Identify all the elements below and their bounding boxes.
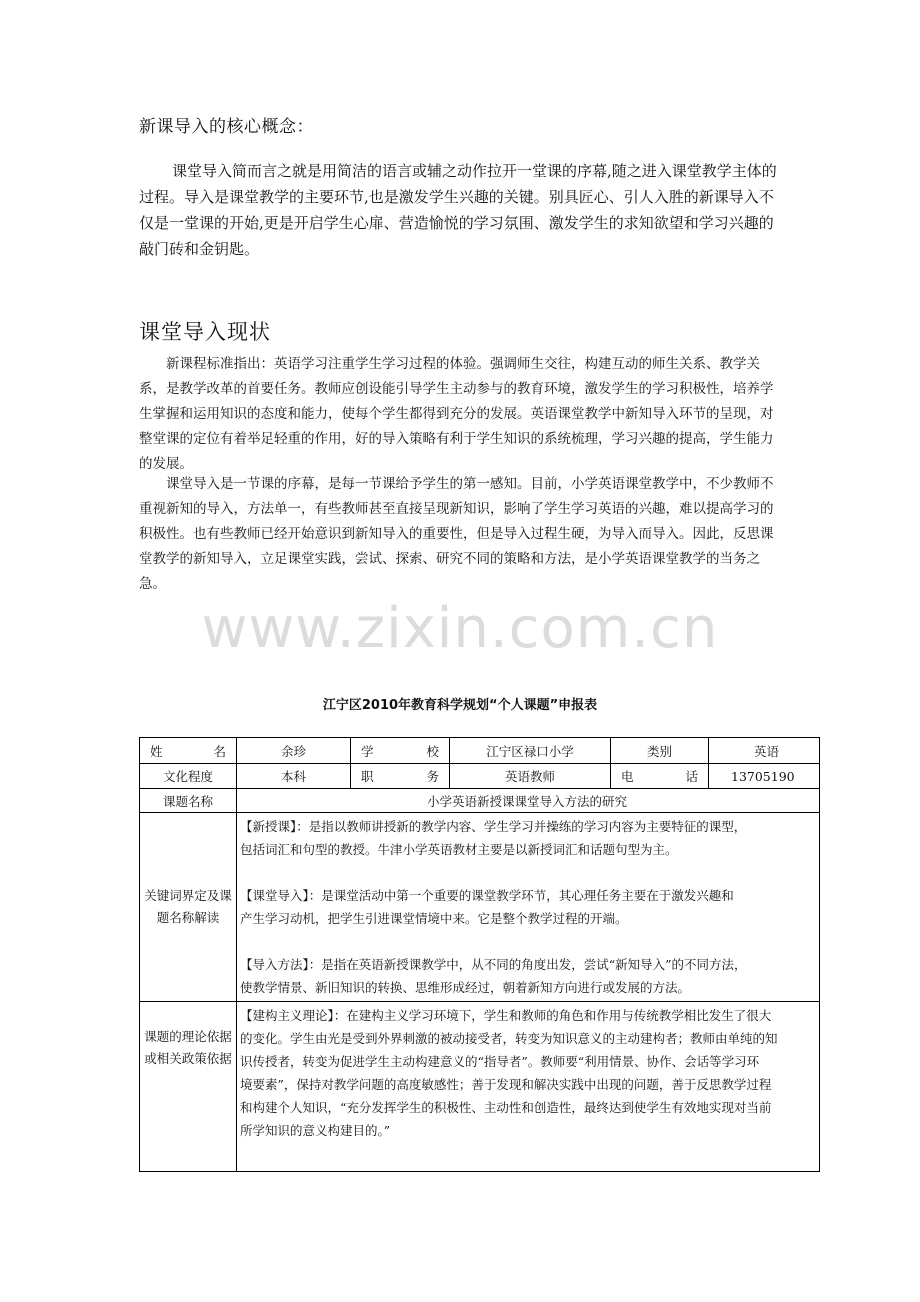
form-title: 江宁区2010年教育科学规划“个人课题”申报表 <box>322 698 598 713</box>
position-label: 职 务 <box>351 764 450 789</box>
education-label: 文化程度 <box>140 764 237 789</box>
keywords-label: 关键词界定及课题名称解读 <box>140 813 237 1002</box>
position-value: 英语教师 <box>450 764 611 789</box>
topic-label: 课题名称 <box>140 789 237 813</box>
school-label: 学 校 <box>351 738 450 764</box>
theory-line: 【建构主义理论】：在建构主义学习环境下，学生和教师的角色和作用与传统教学相比发生了很大 <box>240 1008 772 1023</box>
keywords-line: 产生学习动机，把学生引进课堂情境中来。它是整个教学过程的开端。 <box>240 911 628 926</box>
theory-content <box>237 1002 820 1172</box>
keywords-line: 包括词汇和句型的教授。牛津小学英语教材主要是以新授词汇和话题句型为主。 <box>240 842 678 857</box>
education-value: 本科 <box>237 764 351 789</box>
name-label: 姓 名 <box>140 738 237 764</box>
status-paragraph-2: 课堂导入是一节课的序幕，是每一节课给予学生的第一感知。目前，小学英语课堂教学中，不少教师不重视新知的导入，方法单一，有些教师甚至直接呈现新知识，影响了学生学习英语的兴趣，难以提高学习的积极性。也有些教师已经开始意识到新知导入的重要性，但是导入过程生硬，为导入而导入。因此，反思课堂教学的新知导入，立足课堂实践，尝试、探索、研究不同的策略和方法，是小学英语课堂教学的当务之急。 <box>139 476 774 592</box>
name-value: 余珍 <box>237 738 351 764</box>
core-concept-paragraph: 课堂导入简而言之就是用简洁的语言或辅之动作拉开一堂课的序幕,随之进入课堂教学主体的过程。导入是课堂教学的主要环节,也是激发学生兴趣的关键。别具匠心、引人入胜的新课导入不仅是一堂课的开始,更是开启学生心扉、营造愉悦的学习氛围、激发学生的求知欲望和学习兴趣的敲门砖和金钥匙。 <box>139 162 777 258</box>
keywords-line <box>240 861 816 884</box>
theory-line: 的变化。学生由光是受到外界刺激的被动接受者，转变为知识意义的主动建构者；教师由单纯的知 <box>240 1031 778 1046</box>
form-row-name <box>140 738 820 764</box>
theory-label: 课题的理论依据或相关政策依据 <box>140 1002 237 1172</box>
keywords-line: 使教学情景、新旧知识的转换、思维形成经过，朝着新知方向进行或发展的方法。 <box>240 980 691 995</box>
category-label: 类别 <box>611 738 709 764</box>
theory-line: 境要素”，保持对教学问题的高度敏感性；善于发现和解决实践中出现的问题，善于反思教学过程 <box>240 1077 772 1092</box>
watermark: www.zixin.com.cn <box>201 596 719 661</box>
theory-line: 和构建个人知识，“充分发挥学生的积极性、主动性和创造性，最终达到使学生有效地实现对当前 <box>240 1100 772 1115</box>
school-value: 江宁区禄口小学 <box>450 738 611 764</box>
status-heading: 课堂导入现状 <box>139 320 271 344</box>
keywords-line: 【课堂导入】：是课堂活动中第一个重要的课堂教学环节，其心理任务主要在于激发兴趣和 <box>240 888 734 903</box>
core-concept-heading: 新课导入的核心概念： <box>139 117 314 137</box>
theory-line: 识传授者，转变为促进学生主动构建意义的“指导者”。教师要“利用情景、协作、会话等学习环 <box>240 1054 760 1069</box>
application-form <box>139 737 795 1171</box>
keywords-line: 【导入方法】：是指在英语新授课教学中，从不同的角度出发，尝试“新知导入”的不同方法， <box>240 957 747 972</box>
keywords-content <box>237 813 820 1002</box>
keywords-line: 【新授课】：是指以教师讲授新的教学内容、学生学习并操练的学习内容为主要特征的课型， <box>240 819 747 834</box>
keywords-line <box>240 930 816 953</box>
form-row-topic <box>140 789 820 813</box>
form-row-theory <box>140 1002 820 1172</box>
theory-line: 所学知识的意义构建目的。” <box>240 1123 391 1138</box>
phone-value: 13705190 <box>709 764 820 789</box>
category-value: 英语 <box>709 738 820 764</box>
form-table <box>139 737 820 1172</box>
phone-label: 电 话 <box>611 764 709 789</box>
form-row-keywords <box>140 813 820 1002</box>
form-row-education <box>140 764 820 789</box>
status-paragraph-1: 新课程标准指出：英语学习注重学生学习过程的体验。强调师生交往，构建互动的师生关系、教学关系，是教学改革的首要任务。教师应创设能引导学生主动参与的教育环境，激发学生的学习积极性，培养学生掌握和运用知识的态度和能力，使每个学生都得到充分的发展。英语课堂教学中新知导入环节的呈现，对整堂课的定位有着举足轻重的作用，好的导入策略有利于学生知识的系统梳理，学习兴趣的提高，学生能力的发展。 <box>139 356 774 472</box>
topic-value: 小学英语新授课课堂导入方法的研究 <box>237 789 820 813</box>
